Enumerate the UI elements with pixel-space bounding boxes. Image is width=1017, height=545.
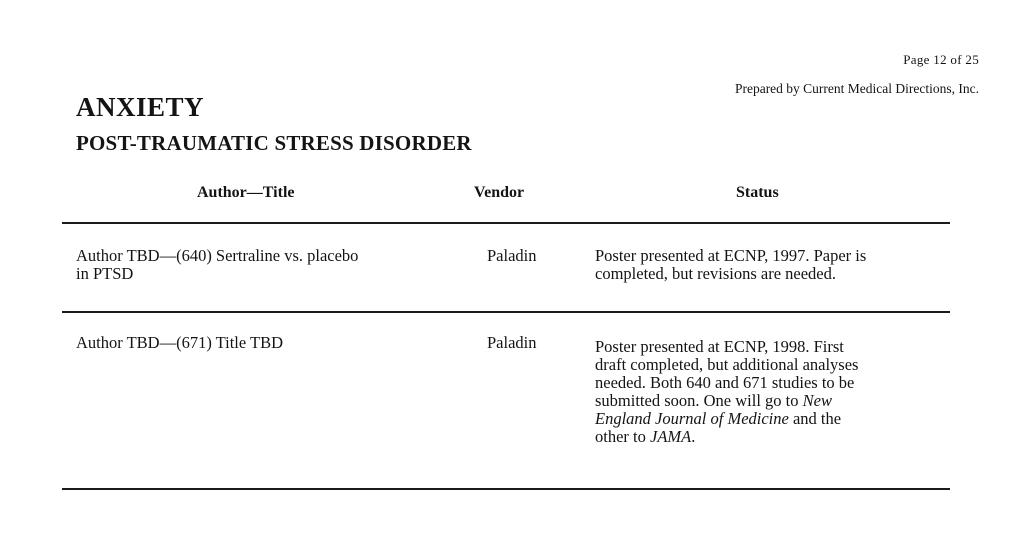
status-cell bbox=[595, 247, 955, 283]
status-line: completed, but revisions are needed. bbox=[595, 264, 836, 283]
journal-name: England Journal of Medicine bbox=[595, 409, 789, 428]
vendor-cell: Paladin bbox=[487, 246, 537, 265]
author-title-line: Author TBD—(640) Sertraline vs. placebo bbox=[76, 246, 359, 265]
status-line: draft completed, but additional analyses bbox=[595, 355, 859, 374]
section-subcategory: POST-TRAUMATIC STRESS DISORDER bbox=[76, 131, 472, 155]
status-cell bbox=[595, 338, 955, 446]
status-line: submitted soon. One will go to New bbox=[595, 391, 832, 410]
status-line: Poster presented at ECNP, 1998. First bbox=[595, 337, 844, 356]
table-header-author-title: Author—Title bbox=[197, 184, 295, 201]
vendor-cell: Paladin bbox=[487, 333, 537, 352]
author-title-cell bbox=[76, 334, 456, 352]
header-rule bbox=[62, 222, 950, 224]
table-header-vendor: Vendor bbox=[474, 184, 525, 201]
prepared-by: Prepared by Current Medical Directions, Inc. bbox=[734, 81, 979, 96]
status-line: England Journal of Medicine and the bbox=[595, 409, 842, 428]
table-header-status: Status bbox=[736, 184, 779, 201]
author-title-line: Author TBD—(671) Title TBD bbox=[76, 333, 284, 352]
row-divider bbox=[62, 311, 950, 313]
journal-name: JAMA bbox=[650, 427, 692, 446]
author-title-line: in PTSD bbox=[76, 264, 134, 283]
bottom-rule bbox=[62, 488, 950, 490]
section-category: ANXIETY bbox=[76, 92, 205, 122]
page-number: Page 12 of 25 bbox=[903, 52, 979, 67]
status-line: needed. Both 640 and 671 studies to be bbox=[595, 373, 855, 392]
status-line: other to JAMA. bbox=[595, 427, 696, 446]
journal-name: New bbox=[802, 391, 832, 410]
author-title-cell bbox=[76, 247, 456, 283]
status-line: Poster presented at ECNP, 1997. Paper is bbox=[595, 246, 867, 265]
